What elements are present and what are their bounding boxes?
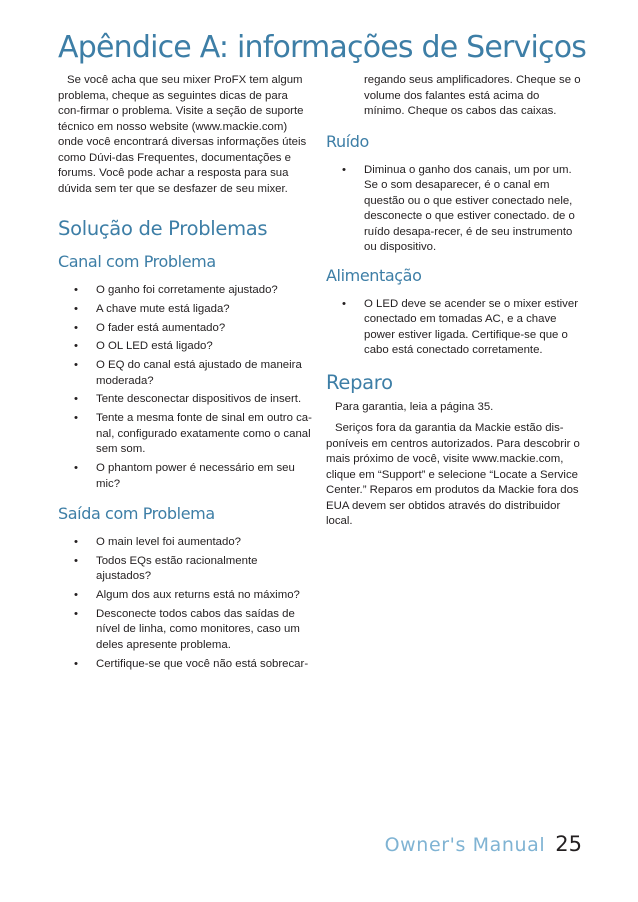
left-column xyxy=(58,73,313,676)
channel-problem-list xyxy=(58,283,313,492)
list-item: • A chave mute está ligada? xyxy=(58,302,313,318)
power-list xyxy=(326,297,582,359)
output-problem-list xyxy=(58,535,313,672)
manual-name: Owner's Manual xyxy=(384,834,546,856)
list-item: • O LED deve se acender se o mixer estiver conectado em tomadas AC, e a chave power estiver ligada. Certifique-se que o cabo está conectado corretamente. xyxy=(326,297,582,359)
repair-paragraph: Seriços fora da garantia da Mackie estão dis-poníveis em centros autorizados. Para descobrir o mais próximo de você, visite www.mackie.com, clique em “Support” e selecione “Locate a Service Center.” Reparos em produtos da Mackie fora dos EUA devem ser obtidos através do distribuidor local. xyxy=(326,422,580,527)
page-title: Apêndice A: informações de Serviços xyxy=(58,30,587,65)
list-item: • Algum dos aux returns está no máximo? xyxy=(58,588,313,604)
page-number: 25 xyxy=(555,832,582,856)
list-item: • Todos EQs estão racionalmente ajustados? xyxy=(58,554,313,585)
channel-problem-heading: Canal com Problema xyxy=(58,252,216,271)
warranty-note: Para garantia, leia a página 35. xyxy=(335,400,494,413)
list-item: • Certifique-se que você não está sobrecar- xyxy=(58,657,313,673)
page-footer xyxy=(385,832,582,856)
repair-heading: Reparo xyxy=(326,370,393,394)
output-problem-heading: Saída com Problema xyxy=(58,504,215,524)
list-item: • O main level foi aumentado? xyxy=(58,535,313,551)
list-item: • Diminua o ganho dos canais, um por um. Se o som desaparecer, é o canal em questão ou o que estiver conectado nele, desconecte o que estiver conectado. de o ruído desapa-recer, é de seu instrumento ou dispositivo. xyxy=(326,163,582,256)
right-column xyxy=(326,73,582,530)
list-item: • O OL LED está ligado? xyxy=(58,339,313,355)
list-item: • Tente a mesma fonte de sinal em outro ca-nal, configurado exatamente como o canal sem som. xyxy=(58,411,313,458)
list-item: • Desconecte todos cabos das saídas de nível de linha, como monitores, caso um deles apresente problema. xyxy=(58,607,313,654)
list-item: • O EQ do canal está ajustado de maneira moderada? xyxy=(58,358,313,389)
list-item: • O phantom power é necessário em seu mic? xyxy=(58,461,313,492)
troubleshooting-heading: Solução de Problemas xyxy=(58,217,268,240)
power-heading: Alimentação xyxy=(326,265,422,285)
intro-paragraph: Se você acha que seu mixer ProFX tem algum problema, cheque as seguintes dicas de para con-firmar o problema. Visite a seção de suporte técnico em nosso website (www.mackie.com) onde você encontrará diversas informações úteis como Dúvi-das Frequentes, documentações e forums. Você pode achar a resposta para sua dúvida sem ter que se desfazer de seu mixer. xyxy=(58,74,307,195)
noise-heading: Ruído xyxy=(326,131,369,151)
list-item: • O ganho foi corretamente ajustado? xyxy=(58,283,313,299)
noise-list xyxy=(326,163,582,256)
list-item: • O fader está aumentado? xyxy=(58,321,313,337)
list-item: • Tente desconectar dispositivos de insert. xyxy=(58,392,313,408)
output-list-continuation: regando seus amplificadores. Cheque se o volume dos falantes está acima do mínimo. Cheque os cabos das caixas. xyxy=(364,74,581,117)
